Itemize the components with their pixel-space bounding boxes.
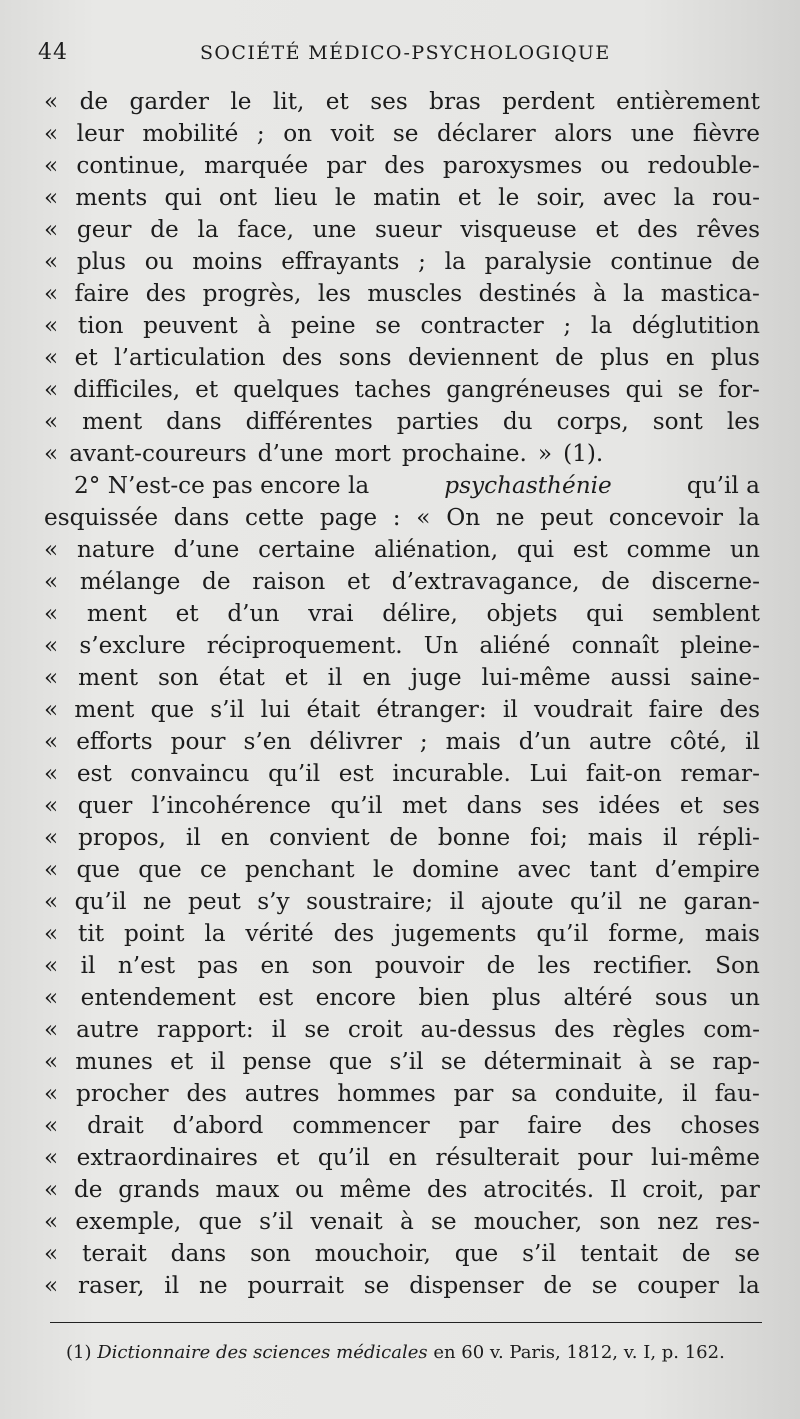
page-number: 44	[38, 40, 68, 65]
body-text	[44, 86, 760, 1302]
text-line: « procher des autres hommes par sa conduite, il fau-	[44, 1080, 760, 1107]
text-line: « terait dans son mouchoir, que s’il tentait de se	[44, 1240, 760, 1267]
footnote	[66, 1341, 778, 1365]
text-line: « est convaincu qu’il est incurable. Lui fait-on remar-	[44, 760, 760, 787]
text-line: « de garder le lit, et ses bras perdent entièrement	[44, 88, 760, 115]
footnote-rule	[50, 1322, 762, 1323]
text-line: « faire des progrès, les muscles destinés à la mastica-	[44, 280, 760, 307]
text-line: « ment que s’il lui était étranger: il voudrait faire des	[44, 696, 760, 723]
text-line: « autre rapport: il se croit au-dessus des règles com-	[44, 1016, 760, 1043]
paragraph-start-line	[44, 470, 760, 502]
paragraph-start-text: 2° N’est-ce pas encore la	[74, 472, 370, 499]
running-head: SOCIÉTÉ MÉDICO-PSYCHOLOGIQUE	[200, 42, 611, 64]
text-line: « exemple, que s’il venait à se moucher, son nez res-	[44, 1208, 760, 1235]
text-line: « qu’il ne peut s’y soustraire; il ajoute qu’il ne garan-	[44, 888, 760, 915]
text-line: « plus ou moins effrayants ; la paralysie continue de	[44, 248, 760, 275]
text-line: « et l’articulation des sons deviennent de plus en plus	[44, 344, 760, 371]
text-line: « difficiles, et quelques taches gangréneuses qui se for-	[44, 376, 760, 403]
text-line: « nature d’une certaine aliénation, qui est comme un	[44, 536, 760, 563]
text-line: « tion peuvent à peine se contracter ; la déglutition	[44, 312, 760, 339]
footnote-details: en 60 v. Paris, 1812, v. I, p. 162.	[433, 1342, 725, 1363]
text-line: « tit point la vérité des jugements qu’il forme, mais	[44, 920, 760, 947]
text-line: « ment son état et il en juge lui-même aussi saine-	[44, 664, 760, 691]
text-line: « drait d’abord commencer par faire des choses	[44, 1112, 760, 1139]
text-line: « avant-coureurs d’une mort prochaine. » (1).	[44, 440, 604, 467]
text-line: « geur de la face, une sueur visqueuse et des rêves	[44, 216, 760, 243]
text-line: « ment dans différentes parties du corps, sont les	[44, 408, 760, 435]
text-line: « ment et d’un vrai délire, objets qui semblent	[44, 600, 760, 627]
text-line: « extraordinaires et qu’il en résulterait pour lui-même	[44, 1144, 760, 1171]
text-line: « il n’est pas en son pouvoir de les rectifier. Son	[44, 952, 760, 979]
text-line: « que que ce penchant le domine avec tant d’empire	[44, 856, 760, 883]
text-line: « quer l’incohérence qu’il met dans ses idées et ses	[44, 792, 760, 819]
footnote-marker: (1)	[66, 1342, 92, 1363]
text-line: « leur mobilité ; on voit se déclarer alors une fièvre	[44, 120, 760, 147]
text-line: esquissée dans cette page : « On ne peut concevoir la	[44, 504, 760, 531]
italic-term: psychasthénie	[444, 472, 612, 499]
text-line: « efforts pour s’en délivrer ; mais d’un autre côté, il	[44, 728, 760, 755]
footnote-title: Dictionnaire des sciences médicales	[97, 1342, 428, 1363]
text-line: « mélange de raison et d’extravagance, de discerne-	[44, 568, 760, 595]
page-header	[38, 40, 758, 80]
text-line: « ments qui ont lieu le matin et le soir, avec la rou-	[44, 184, 760, 211]
text-line: « continue, marquée par des paroxysmes ou redouble-	[44, 152, 760, 179]
paragraph-start-end: qu’il a	[686, 472, 760, 499]
text-line: « de grands maux ou même des atrocités. Il croit, par	[44, 1176, 760, 1203]
text-line: « munes et il pense que s’il se déterminait à se rap-	[44, 1048, 760, 1075]
text-line: « s’exclure réciproquement. Un aliéné connaît pleine-	[44, 632, 760, 659]
text-line: « propos, il en convient de bonne foi; mais il répli-	[44, 824, 760, 851]
text-line: « raser, il ne pourrait se dispenser de se couper la	[44, 1272, 760, 1299]
text-line: « entendement est encore bien plus altéré sous un	[44, 984, 760, 1011]
